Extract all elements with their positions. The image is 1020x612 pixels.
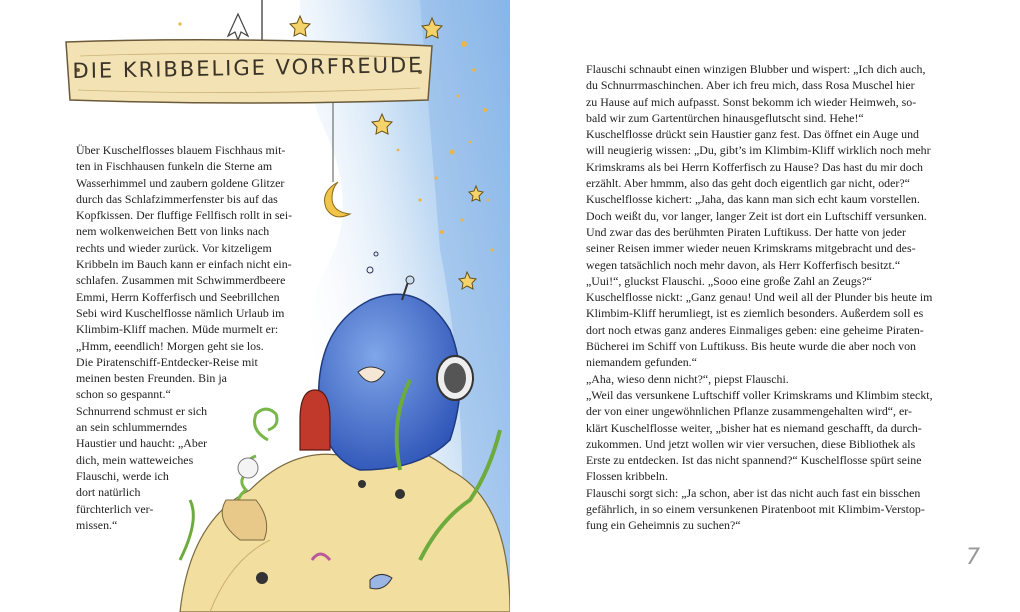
text-line: Über Kuschelflosses blauem Fischhaus mit- bbox=[76, 143, 286, 157]
text-line: du Schnurrmaschinchen. Aber ich freu mich, dass Rosa Muschel hier bbox=[586, 78, 915, 93]
story-text-right bbox=[586, 61, 980, 534]
text-line: „Weil das versunkene Luftschiff voller Krimskrams und Klimbim steckt, bbox=[586, 387, 933, 402]
text-line: will neugierig wissen: „Du, gibt’s im Klimbim-Kliff wirklich noch mehr bbox=[586, 143, 931, 158]
page-number: 7 bbox=[966, 545, 980, 570]
text-line: fung ein Geheimnis zu suchen?“ bbox=[586, 518, 741, 533]
text-line: klärt Kuschelflosse weiter, „bisher hat es niemand geschafft, da durch- bbox=[586, 420, 922, 435]
text-line: ten in Fischhausen funkeln die Sterne am bbox=[76, 159, 273, 174]
text-line: dich, mein watteweiches bbox=[76, 452, 194, 467]
text-line: fürchterlich ver- bbox=[76, 501, 154, 516]
text-line: meinen besten Freunden. Bin ja bbox=[76, 371, 227, 386]
text-line: Bücherei im Schiff von Luftikuss. Bis heute wurde die aber noch von bbox=[586, 339, 917, 354]
text-line: an sein schlummerndes bbox=[76, 420, 187, 435]
story-text-left bbox=[76, 142, 301, 533]
text-line: rechts und wieder zurück. Vor kitzeligem bbox=[76, 240, 272, 255]
text-line: „Uui!“, gluckst Flauschi. „Sooo eine große Zahl an Zeugs?“ bbox=[586, 273, 872, 288]
text-line: Flossen kribbeln. bbox=[586, 469, 668, 484]
text-line: „Hmm, eeendlich! Morgen geht sie los. bbox=[76, 338, 264, 353]
text-line: Wasserhimmel und zaubern goldene Glitzer bbox=[76, 175, 285, 190]
text-line: Die Piratenschiff-Entdecker-Reise mit bbox=[76, 354, 258, 369]
text-line: Und zwar das des berühmten Piraten Luftikuss. Der hatte von jeder bbox=[586, 224, 906, 239]
text-line: „Aha, wieso denn nicht?“, piepst Flauschi. bbox=[586, 371, 789, 386]
chapter-title: DIE KRIBBELIGE VORFREUDE bbox=[72, 52, 424, 84]
text-line: Kuschelflosse kichert: „Jaha, das kann man sich echt kaum vorstellen. bbox=[586, 192, 920, 207]
text-line: Erste zu entdecken. Ist das nicht spannend?“ Kuschelflosse spürt seine bbox=[586, 453, 922, 468]
text-line: seiner Reisen immer wieder neuen Krimskrams mitgebracht und des- bbox=[586, 241, 916, 256]
right-page bbox=[510, 0, 1020, 612]
text-line: Krimskrams als bei Herrn Kofferfisch zu Hause? Das hast du mir doch bbox=[586, 159, 923, 174]
text-line: Emmi, Herrn Kofferfisch und Seebrillchen bbox=[76, 289, 280, 304]
text-line: missen.“ bbox=[76, 517, 118, 532]
text-line: Flauschi, werde ich bbox=[76, 468, 169, 483]
text-line: zukommen. Und jetzt wollen wir vier versuchen, diese Bibliothek als bbox=[586, 436, 916, 451]
text-line: Schnurrend schmust er sich bbox=[76, 403, 208, 418]
text-line: Kuschelflosse drückt sein Haustier ganz fest. Das öffnet ein Auge und bbox=[586, 127, 919, 142]
text-line: der von einer ungewöhnlichen Pflanze zusammengehalten wird“, er- bbox=[586, 404, 912, 419]
text-line: Flauschi sorgt sich: „Ja schon, aber ist das nicht auch fast ein bisschen bbox=[586, 485, 921, 500]
text-line: wegen tatsächlich noch mehr davon, als Herr Kofferfisch besitzt.“ bbox=[586, 257, 901, 272]
text-line: durch das Schlafzimmerfenster bis auf das bbox=[76, 191, 278, 206]
text-line: nem wolkenweichen Bett von links nach bbox=[76, 224, 270, 239]
text-line: schon so gespannt.“ bbox=[76, 387, 171, 402]
text-line: Klimbim-Kliff machen. Müde murmelt er: bbox=[76, 322, 279, 337]
text-line: erzählt. Aber hmmm, also das geht doch eigentlich gar nicht, oder?“ bbox=[586, 176, 910, 191]
text-line: Sebi wird Kuschelflosse nämlich Urlaub im bbox=[76, 305, 285, 320]
text-line: niemandem gefunden.“ bbox=[586, 355, 697, 370]
text-line: Doch weißt du, vor langer, langer Zeit ist dort ein Luftschiff versunken. bbox=[586, 208, 927, 223]
text-line: Kopfkissen. Der fluffige Fellfisch rollt in sei- bbox=[76, 208, 293, 223]
text-line: Haustier und haucht: „Aber bbox=[76, 436, 208, 451]
text-line: bald wir zum Gartentürchen hinausgeflutscht sind. Hehe!“ bbox=[586, 110, 864, 125]
text-line: Flauschi schnaubt einen winzigen Blubber und wispert: „Ich dich auch, bbox=[586, 62, 926, 76]
text-line: dort natürlich bbox=[76, 485, 141, 500]
text-line: zu Hause auf mich aufpasst. Sonst bekomm ich wieder Heimweh, so- bbox=[586, 94, 917, 109]
text-line: dort noch etwas ganz anderes Einmaliges geben: eine geheime Piraten- bbox=[586, 322, 924, 337]
text-line: Kribbeln im Bauch kann er einfach nicht ein- bbox=[76, 257, 292, 272]
text-line: Klimbim-Kliff herumliegt, ist es ziemlich besonders. Außerdem soll es bbox=[586, 306, 924, 321]
text-line: gefährlich, in so einem versunkenen Piratenboot mit Klimbim-Verstop- bbox=[586, 502, 925, 517]
text-line: schlafen. Zusammen mit Schwimmerdbeere bbox=[76, 273, 286, 288]
text-line: Kuschelflosse nickt: „Ganz genau! Und weil all der Plunder bis heute im bbox=[586, 290, 933, 305]
